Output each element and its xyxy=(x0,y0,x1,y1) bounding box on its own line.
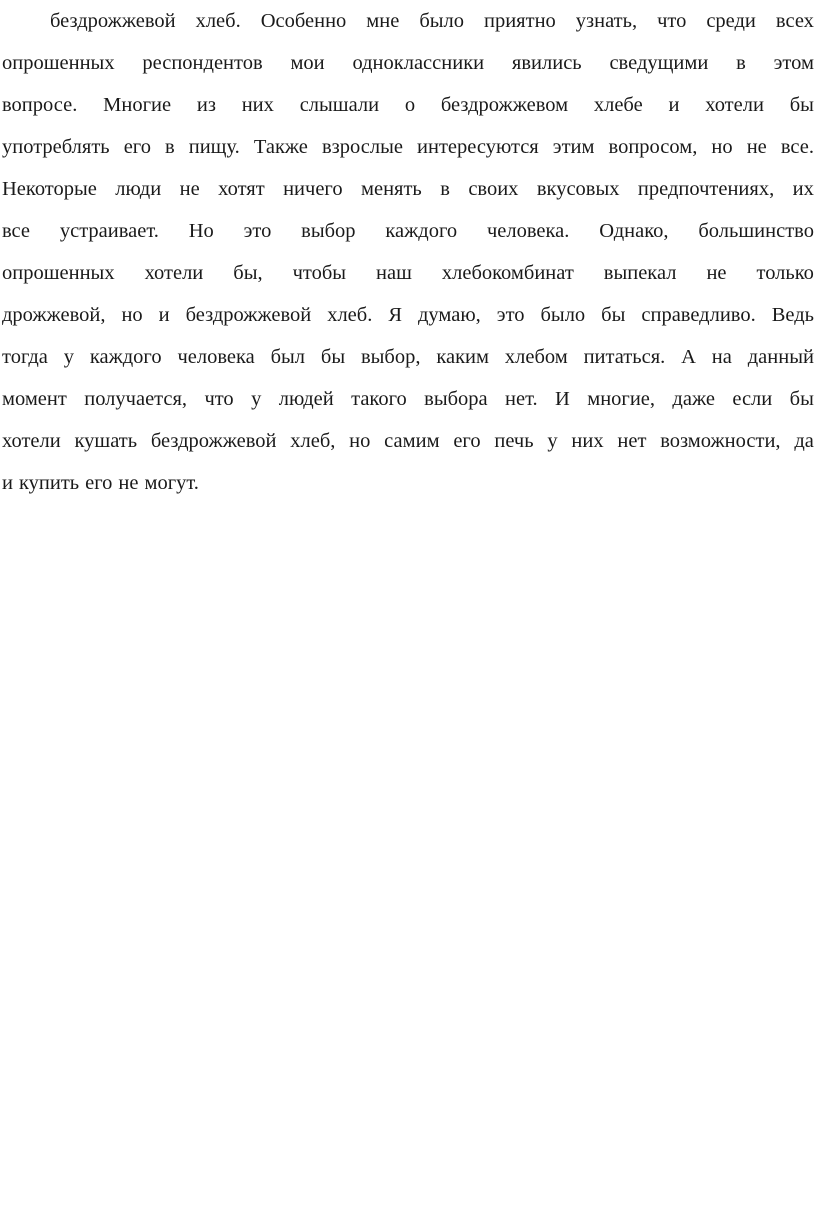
word: нет xyxy=(617,430,647,452)
word: могут. xyxy=(144,472,199,494)
word: каждого xyxy=(385,220,458,242)
word: устраивает. xyxy=(59,220,159,242)
word: в xyxy=(736,52,746,74)
word: многие, xyxy=(587,388,656,410)
word: его xyxy=(85,472,113,494)
word: каждого xyxy=(89,346,162,368)
word: дрожжевой, xyxy=(2,304,106,326)
word: бы xyxy=(789,94,814,116)
word: Я xyxy=(388,304,403,326)
word: что xyxy=(657,10,687,32)
word: на xyxy=(711,346,732,368)
word: этом xyxy=(773,52,814,74)
word: И xyxy=(555,388,570,410)
word: его xyxy=(123,136,151,158)
body-paragraph xyxy=(2,0,814,504)
paragraph-line xyxy=(2,252,814,294)
paragraph-line xyxy=(2,168,814,210)
word: бездрожжевой xyxy=(185,304,312,326)
word: мне xyxy=(366,10,400,32)
word: Ведь xyxy=(771,304,814,326)
word: одноклассники xyxy=(352,52,485,74)
word: каким xyxy=(436,346,489,368)
word: наш xyxy=(376,262,412,284)
word: и xyxy=(2,472,13,494)
word: людей xyxy=(278,388,334,410)
paragraph-line xyxy=(2,420,814,462)
word: бездрожжевом xyxy=(440,94,569,116)
word: большинство xyxy=(698,220,814,242)
word: хотели xyxy=(144,262,204,284)
word: приятно xyxy=(483,10,556,32)
word: если xyxy=(732,388,773,410)
word: Также xyxy=(253,136,308,158)
word: хлебом xyxy=(504,346,568,368)
word: бы xyxy=(789,388,814,410)
paragraph-line xyxy=(2,0,814,42)
word: возможности, xyxy=(660,430,781,452)
word: респондентов xyxy=(142,52,263,74)
word: самим xyxy=(384,430,440,452)
word: выбора xyxy=(424,388,488,410)
word: человека. xyxy=(486,220,570,242)
word: бы xyxy=(320,346,346,368)
word: справедливо. xyxy=(641,304,756,326)
word: хлеб. xyxy=(195,10,241,32)
word: это xyxy=(243,220,272,242)
word: взрослые xyxy=(321,136,403,158)
word: узнать, xyxy=(575,10,638,32)
paragraph-line xyxy=(2,378,814,420)
word: все. xyxy=(780,136,814,158)
word: данный xyxy=(747,346,814,368)
word: что xyxy=(204,388,234,410)
word: выпекал xyxy=(603,262,677,284)
word: вкусовых xyxy=(536,178,620,200)
word: кушать xyxy=(74,430,138,452)
word: но xyxy=(349,430,371,452)
word: опрошенных xyxy=(2,262,115,284)
paragraph-line xyxy=(2,42,814,84)
word: в xyxy=(440,178,450,200)
word: них xyxy=(241,94,274,116)
word: в xyxy=(165,136,175,158)
word: такого xyxy=(351,388,407,410)
word: но xyxy=(711,136,733,158)
word: сведущими xyxy=(609,52,709,74)
word: хлеб, xyxy=(290,430,336,452)
word: бездрожжевой xyxy=(50,10,176,32)
word: пищу. xyxy=(188,136,240,158)
word: интересуются xyxy=(417,136,539,158)
word: момент xyxy=(2,388,67,410)
word: чтобы xyxy=(292,262,347,284)
word: слышали xyxy=(299,94,380,116)
paragraph-line xyxy=(2,336,814,378)
paragraph-line xyxy=(2,210,814,252)
word: все xyxy=(2,220,31,242)
word: Особенно xyxy=(260,10,347,32)
word: среди xyxy=(706,10,756,32)
word: человека xyxy=(177,346,255,368)
word: у xyxy=(251,388,262,410)
word: да xyxy=(794,430,814,452)
word: своих xyxy=(468,178,519,200)
word: не xyxy=(746,136,767,158)
word: Многие xyxy=(103,94,172,116)
word: их xyxy=(792,178,814,200)
word: было xyxy=(540,304,586,326)
word: хотят xyxy=(218,178,265,200)
word: Некоторые xyxy=(2,178,97,200)
word: даже xyxy=(672,388,715,410)
word: было xyxy=(419,10,464,32)
word: был xyxy=(270,346,306,368)
paragraph-line xyxy=(2,126,814,168)
word: употреблять xyxy=(2,136,110,158)
word: тогда xyxy=(2,346,48,368)
word: всех xyxy=(775,10,814,32)
word: хлеб. xyxy=(327,304,373,326)
word: мои xyxy=(290,52,325,74)
word: только xyxy=(756,262,814,284)
paragraph-line xyxy=(2,294,814,336)
word: вопросом, xyxy=(608,136,698,158)
word: у xyxy=(63,346,74,368)
word: Однако, xyxy=(599,220,669,242)
word: А xyxy=(681,346,696,368)
word: нет. xyxy=(505,388,538,410)
word: хлебе xyxy=(593,94,643,116)
word: Но xyxy=(188,220,214,242)
word: и xyxy=(158,304,170,326)
word: предпочтениях, xyxy=(637,178,775,200)
word: думаю, xyxy=(418,304,481,326)
word: этим xyxy=(552,136,595,158)
word: это xyxy=(496,304,525,326)
word: выбор, xyxy=(360,346,421,368)
word: купить xyxy=(18,472,80,494)
word: не xyxy=(118,472,139,494)
word: опрошенных xyxy=(2,52,115,74)
word: о xyxy=(404,94,416,116)
word: и xyxy=(668,94,680,116)
word: из xyxy=(196,94,216,116)
word: выбор xyxy=(301,220,356,242)
word: явились xyxy=(511,52,582,74)
word: не xyxy=(179,178,200,200)
word: люди xyxy=(115,178,162,200)
paragraph-line xyxy=(2,84,814,126)
word: ничего xyxy=(283,178,343,200)
word: хлебокомбинат xyxy=(441,262,574,284)
word: у xyxy=(547,430,558,452)
word: его xyxy=(453,430,481,452)
word: вопросе. xyxy=(2,94,78,116)
word: них xyxy=(571,430,604,452)
word: питаться. xyxy=(583,346,666,368)
word: бы, xyxy=(233,262,263,284)
word: бездрожжевой xyxy=(150,430,277,452)
word: получается, xyxy=(84,388,188,410)
word: хотели xyxy=(705,94,764,116)
word: но xyxy=(121,304,143,326)
word: бы xyxy=(601,304,626,326)
word: не xyxy=(706,262,727,284)
word: печь xyxy=(494,430,534,452)
word: менять xyxy=(361,178,422,200)
paragraph-line xyxy=(2,462,814,504)
word: хотели xyxy=(2,430,61,452)
